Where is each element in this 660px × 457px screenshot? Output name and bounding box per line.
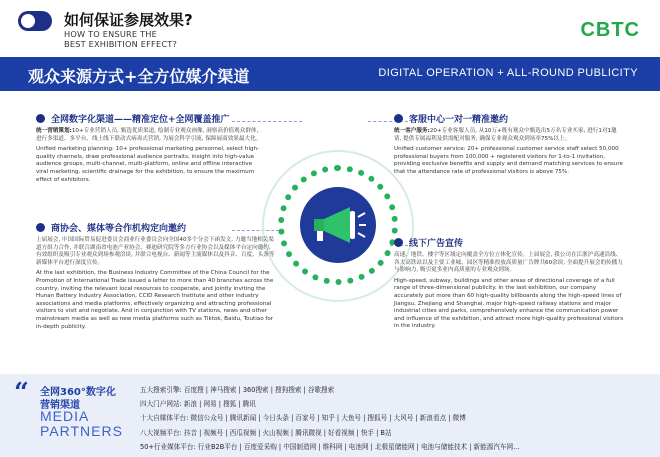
toggle-icon <box>18 11 52 31</box>
brand-logo: CBTC <box>580 19 640 41</box>
section-body-cn <box>394 128 624 143</box>
section-body-cn: 上届展会, 中国国际贸易促进委员会商业行业委员会向全国40多个分会下函发文, 力邀当地相关渠道方组力合作, 并联合湖南省电池产业协会、赛迪研究院等多方行业协会以及媒体平台定向邀约, 有效组织及吸引专业观众到场参观洽谈, 并联合电视台、新闻等主流媒体以及抖音、百度、头条等新媒体平台进行深度宣传。 <box>36 237 275 266</box>
media-row-self-media: 十大自媒体平台: 微信公众号 | 腾讯新闻 | 今日头条 | 百家号 | 知乎 | 大鱼号 | 搜狐号 | 大风号 | 新浪看点 | 微博 <box>140 414 466 423</box>
page-subtitle <box>64 29 234 49</box>
page-header <box>0 0 660 56</box>
section-body-en: At the last exhibition, the Business Industry Committee of the China Council for the Promotion of International Trade issued a letter to more than 40 branches across the country, inviting the relevant local resources to cooperate, and jointly inviting the Hunan Battery Industry Association, CCID Research Institute and other industry associations and media platforms, effectively organizing and attracting professional visitors to visit and negotiate. And in conjunction with TV stations, news and other mainstream media as well as new media platforms such as Tiktok, Baidu, Toutiao for in-depth publicity. <box>36 270 274 330</box>
section-body-text: 10+专业营销人员, 甄选优质渠道, 绘制专业观众画像, 洞察高价值观众群体, 进行多渠道、多平台、线上线下联动式病毒式营销, 为展会科学引流, 保障展商效果最大化。 <box>36 128 262 142</box>
section-title: 商协会、媒体等合作机构定向邀约 <box>51 224 187 234</box>
section-body-label: 统一客户服务: <box>394 128 430 134</box>
media-row-portals: 四大门户网站: 新浪 | 网易 | 搜狐 | 腾讯 <box>140 400 256 409</box>
banner-title-cn: 观众来源方式+全方位媒介渠道 <box>28 67 250 86</box>
megaphone-icon <box>308 203 368 247</box>
media-row-search-engines: 五大搜索引擎: 百度搜 | 神马搜索 | 360搜索 | 搜狗搜索 | 谷歌搜索 <box>140 386 335 394</box>
section-banner <box>0 57 660 91</box>
section-body-en: High-speed, subway, buildings and other areas of directional coverage of a full range of three-dimensional publicity. In the last exhibition, our company accurately put more than 60 high-quality billboards along the high-speed lines of Jiangsu, Zhejiang and Shanghai, major high-speed railway stations and major industrial cities and parks, comprehensively enhance the communication power and influence of the exhibition, and attract more high-quality professional visitors in the industry. <box>394 277 624 330</box>
section-title: 线下广告宣传 <box>409 239 464 249</box>
media-row-video-platforms: 八大视频平台: 抖音 | 视频号 | 西瓜视频 | 火山视频 | 腾讯微视 | 好看视频 | 快手 | B站 <box>140 428 392 437</box>
section-customer-service <box>394 112 624 177</box>
section-title: 全网数字化渠道——精准定位+全网覆盖推广 <box>51 115 230 125</box>
media-title-en-line-2: PARTNERS <box>40 423 123 439</box>
bullet-dot <box>36 114 45 123</box>
banner-title-en: DIGITAL OPERATION + ALL-ROUND PUBLICITY <box>378 67 638 79</box>
section-offline-ads <box>394 236 624 331</box>
page-title: 如何保证参展效果? <box>64 11 193 29</box>
page-subtitle-line-1: HOW TO ENSURE THE <box>64 29 158 39</box>
page-subtitle-line-2: BEST EXHIBITION EFFECT? <box>64 39 177 49</box>
section-title: 客服中心一对一精准邀约 <box>409 115 509 125</box>
section-association-invitation <box>36 221 276 331</box>
media-title-en <box>40 409 123 439</box>
section-body-text: 20+专业客服人员, 从10万+既有观众中甄选出5万名专业买家, 进行1对1邀请, 提供专属福利及供需配对服务, 确保专业观众观众到场率75%以上。 <box>394 128 617 142</box>
media-title-cn-line-1: 全网360°数字化 <box>40 387 116 398</box>
bullet-dot <box>394 238 403 247</box>
media-title-cn-line-2: 营销渠道 <box>40 400 80 411</box>
section-body-cn: 高速、地铁、楼宇等区域定向覆盖全方位立体化宣传。上届展会, 我公司在江浙沪高速沿线、各大高铁站以及主要工业城、园区等精准投放高质量广告牌共60余块, 全面提升展会的传播力与影响力, 吸引更多业内高质量的专业观众到场。 <box>394 252 623 274</box>
media-row-industry-media: 50+行业媒体平台: 行业B2B平台 | 百度爱采购 | 中国制造网 | 维科网 | 电池网 | 北极星储能网 | 电池与储能技术 | 新能源汽车网... <box>140 442 520 451</box>
section-body-en: Unified customer service: 20+ professional customer service staff select 50,000 professional buyers from 100,000 + registered visitors for 1-to-1 invitation, providing exclusive benefits and supply and demand matching services to ensure that the attendance rate of professional visitors is above 75%. <box>394 146 623 175</box>
media-channel-list <box>140 383 656 454</box>
bullet-dot <box>394 114 403 123</box>
section-body-label: 统一营销策划: <box>36 128 72 134</box>
section-body-cn <box>36 128 264 143</box>
section-digital-channels <box>36 112 264 184</box>
media-title-en-line-1: MEDIA <box>40 408 90 424</box>
section-body-en: Unified marketing planning: 10+ professional marketing personnel, select high-quality channels, draw professional audience portraits, insight into high-value audience groups, multi-channel, multi-platform, online and offline interactive viral marketing, scientific drainage for the exhibition, to ensure the maximum effect of exhibitors. <box>36 146 260 183</box>
bullet-dot <box>36 223 45 232</box>
quote-icon: “ <box>14 378 29 408</box>
